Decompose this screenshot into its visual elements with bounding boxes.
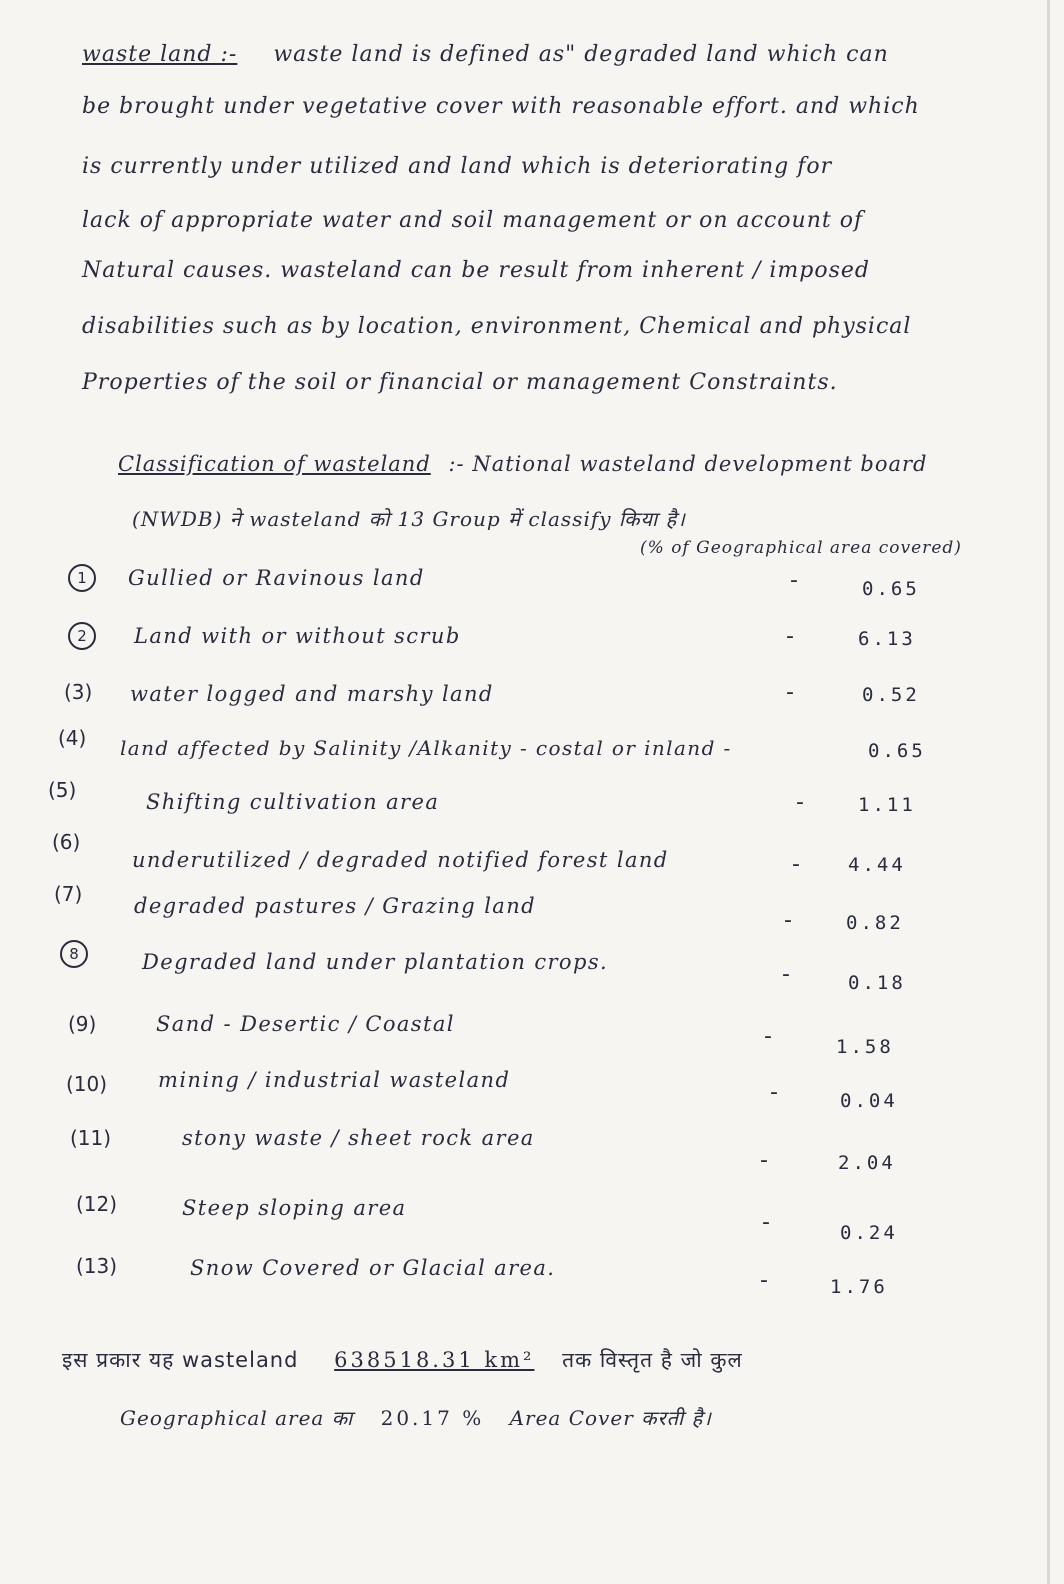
column-header: (% of Geographical area covered) bbox=[640, 538, 962, 558]
summary-suffix-1: तक विस्तृत है जो कुल bbox=[562, 1348, 743, 1372]
item-dash: - bbox=[796, 790, 804, 815]
item-dash: - bbox=[762, 1210, 770, 1235]
summary-line-2 bbox=[120, 1404, 712, 1431]
item-number: (12) bbox=[76, 1192, 118, 1216]
item-value: 0.04 bbox=[840, 1090, 898, 1112]
definition-line-7: Properties of the soil or financial or management Constraints. bbox=[82, 370, 838, 395]
item-number: 1 bbox=[68, 564, 96, 592]
item-dash: - bbox=[770, 1080, 778, 1105]
item-label: Snow Covered or Glacial area. bbox=[190, 1256, 556, 1280]
summary-suffix-2: Area Cover करती है। bbox=[509, 1406, 712, 1430]
item-value: 1.11 bbox=[858, 794, 916, 816]
item-dash: - bbox=[786, 680, 794, 705]
item-number: (9) bbox=[68, 1012, 97, 1036]
item-dash: - bbox=[764, 1024, 772, 1049]
definition-line-3: is currently under utilized and land which is deteriorating for bbox=[82, 154, 833, 179]
item-label: Shifting cultivation area bbox=[146, 790, 440, 814]
item-dash: - bbox=[760, 1148, 768, 1173]
item-value: 0.82 bbox=[846, 912, 904, 934]
item-dash: - bbox=[782, 962, 790, 987]
item-number: (10) bbox=[66, 1072, 108, 1096]
item-dash: - bbox=[760, 1268, 768, 1293]
item-label: Steep sloping area bbox=[182, 1196, 407, 1220]
percent-value: 20.17 % bbox=[380, 1406, 485, 1430]
item-value: 0.18 bbox=[848, 972, 906, 994]
item-value: 6.13 bbox=[858, 628, 916, 650]
item-number: (4) bbox=[58, 726, 87, 750]
item-value: 0.65 bbox=[862, 578, 920, 600]
item-number: (6) bbox=[52, 830, 81, 854]
area-value: 638518.31 km² bbox=[334, 1348, 535, 1372]
definition-term: waste land :- bbox=[82, 42, 238, 67]
summary-prefix-2: Geographical area का bbox=[120, 1406, 354, 1430]
item-value: 1.58 bbox=[836, 1036, 894, 1058]
item-number: (13) bbox=[76, 1254, 118, 1278]
item-dash: - bbox=[792, 852, 800, 877]
item-value: 0.65 bbox=[868, 740, 926, 762]
classification-heading-line bbox=[118, 452, 928, 476]
item-number: (3) bbox=[64, 680, 93, 704]
classification-line-2: (NWDB) ने wasteland को 13 Group में classify किया है। bbox=[132, 507, 686, 531]
definition-line-1 bbox=[82, 42, 889, 67]
item-number: 8 bbox=[60, 940, 88, 968]
item-label: stony waste / sheet rock area bbox=[182, 1126, 535, 1150]
definition-line-6: disabilities such as by location, environment, Chemical and physical bbox=[82, 314, 912, 339]
item-label: mining / industrial wasteland bbox=[158, 1068, 511, 1092]
classification-heading-rest: :- National wasteland development board bbox=[448, 452, 928, 476]
item-label: Land with or without scrub bbox=[134, 624, 461, 648]
item-number: (7) bbox=[54, 882, 83, 906]
item-number: (11) bbox=[70, 1126, 112, 1150]
item-number: 2 bbox=[68, 622, 96, 650]
classification-heading: Classification of wasteland bbox=[118, 452, 431, 476]
item-value: 2.04 bbox=[838, 1152, 896, 1174]
item-label: degraded pastures / Grazing land bbox=[134, 894, 536, 918]
item-dash: - bbox=[790, 568, 798, 593]
definition-line-2: be brought under vegetative cover with reasonable effort. and which bbox=[82, 94, 920, 119]
item-dash: - bbox=[786, 624, 794, 649]
item-label: land affected by Salinity /Alkanity - costal or inland - bbox=[120, 736, 732, 760]
item-number: (5) bbox=[48, 778, 77, 802]
item-value: 0.24 bbox=[840, 1222, 898, 1244]
item-label: water logged and marshy land bbox=[130, 682, 494, 706]
page-fold bbox=[1047, 0, 1050, 1584]
item-value: 4.44 bbox=[848, 854, 906, 876]
definition-line-4: lack of appropriate water and soil management or on account of bbox=[82, 208, 864, 233]
item-dash: - bbox=[784, 908, 792, 933]
item-label: underutilized / degraded notified forest land bbox=[132, 848, 669, 872]
item-value: 1.76 bbox=[830, 1276, 888, 1298]
summary-line-1 bbox=[62, 1346, 743, 1374]
item-label: Degraded land under plantation crops. bbox=[142, 950, 609, 974]
item-value: 0.52 bbox=[862, 684, 920, 706]
item-label: Gullied or Ravinous land bbox=[128, 566, 425, 590]
definition-text-1: waste land is defined as" degraded land which can bbox=[273, 42, 889, 67]
summary-prefix-1: इस प्रकार यह wasteland bbox=[62, 1348, 299, 1372]
item-label: Sand - Desertic / Coastal bbox=[156, 1012, 455, 1036]
definition-line-5: Natural causes. wasteland can be result from inherent / imposed bbox=[82, 258, 871, 283]
